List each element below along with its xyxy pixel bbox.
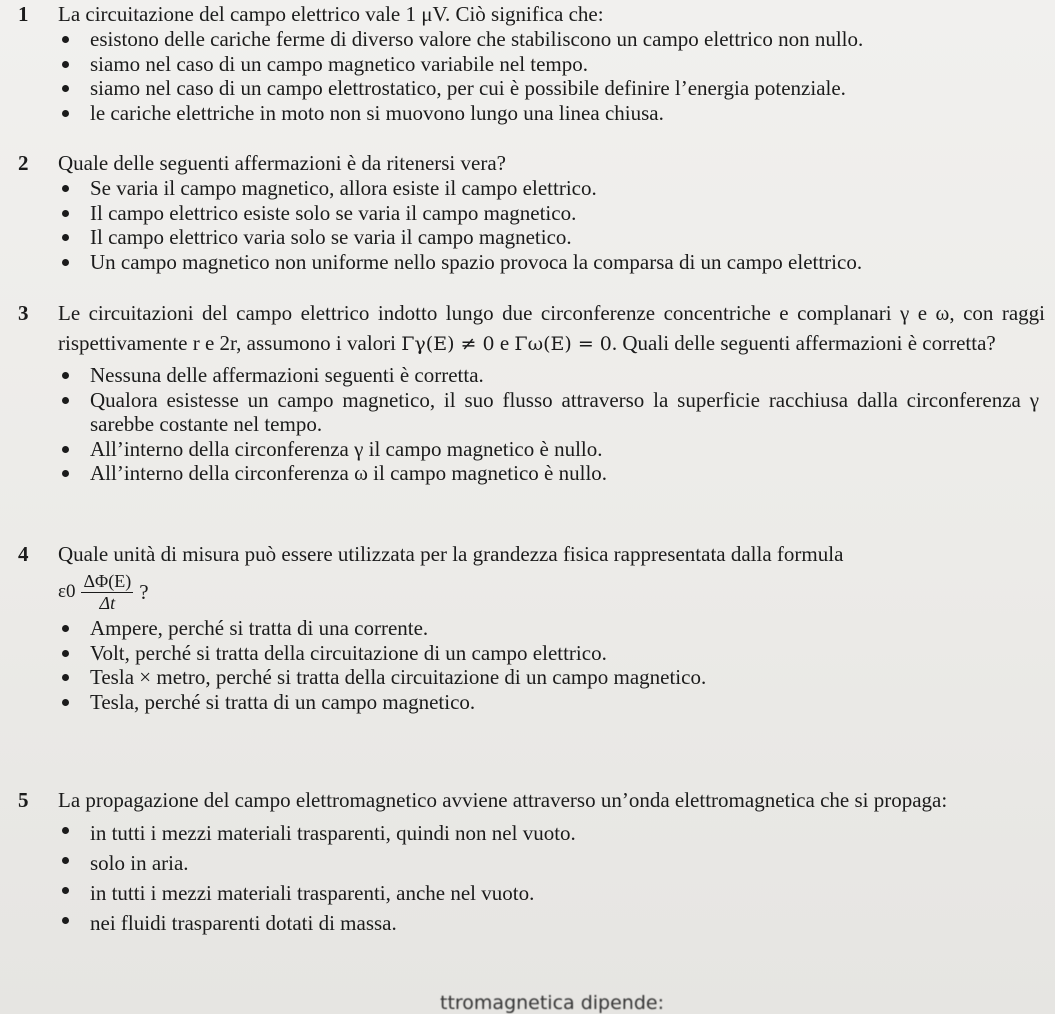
- question-text: La propagazione del campo elettromagnetico avviene attraverso un’onda elettromagnetica che si propaga:: [58, 788, 948, 812]
- question-number: 1: [18, 2, 29, 26]
- option: Tesla, perché si tratta di un campo magnetico.: [18, 690, 1045, 715]
- question-5: [18, 784, 1045, 938]
- question-text: Le circuitazioni del campo elettrico indotto lungo due circonferenze concentriche e complanari γ e ω, con raggi rispettivamente r e 2r, assumono i valori Γγ(E) ≠ 0 e Γω(E) = 0. Quali delle seguenti affermazioni è corretta?: [58, 301, 1045, 355]
- option: Qualora esistesse un campo magnetico, il suo flusso attraverso la superficie racchiusa dalla circonferenza γ sarebbe costante nel tempo.: [18, 388, 1045, 437]
- options-list: [18, 176, 1045, 274]
- option: Nessuna delle affermazioni seguenti è corretta.: [18, 363, 1045, 388]
- option: Un campo magnetico non uniforme nello spazio provoca la comparsa di un campo elettrico.: [18, 250, 1045, 275]
- question-number: 4: [18, 542, 29, 566]
- formula-numerator: ΔΦ(E): [83, 570, 132, 591]
- options-list: [18, 27, 1045, 125]
- formula-epsilon: ε0: [58, 581, 76, 602]
- question-number: 3: [18, 301, 29, 325]
- option: Se varia il campo magnetico, allora esiste il campo elettrico.: [18, 176, 1045, 201]
- formula-denominator: Δt: [99, 592, 116, 613]
- option: in tutti i mezzi materiali trasparenti, quindi non nel vuoto.: [18, 818, 1045, 848]
- option: Il campo elettrico varia solo se varia il campo magnetico.: [18, 225, 1045, 250]
- options-list: [18, 616, 1045, 714]
- formula-question-mark: ?: [139, 579, 149, 604]
- option: Volt, perché si tratta della circuitazione di un campo elettrico.: [18, 641, 1045, 666]
- option: solo in aria.: [18, 848, 1045, 878]
- option: le cariche elettriche in moto non si muovono lungo una linea chiusa.: [18, 101, 1045, 126]
- question-number: 5: [18, 788, 29, 812]
- formula-fraction: [81, 571, 133, 614]
- option: Il campo elettrico esiste solo se varia il campo magnetico.: [18, 201, 1045, 226]
- circulation-gamma-formula: Γγ(E) ≠ 0: [401, 333, 495, 355]
- question-4: [18, 540, 1045, 714]
- option: nei fluidi trasparenti dotati di massa.: [18, 908, 1045, 938]
- circulation-omega-formula: Γω(E) = 0: [514, 333, 612, 355]
- cut-off-next-question: ttromagnetica dipende:: [440, 992, 665, 1014]
- option: siamo nel caso di un campo elettrostatico, per cui è possibile definire l’energia potenziale.: [18, 76, 1045, 101]
- options-list: [18, 363, 1045, 486]
- option: All’interno della circonferenza γ il campo magnetico è nullo.: [18, 437, 1045, 462]
- option: Ampere, perché si tratta di una corrente.: [18, 616, 1045, 641]
- option: siamo nel caso di un campo magnetico variabile nel tempo.: [18, 52, 1045, 77]
- option: in tutti i mezzi materiali trasparenti, anche nel vuoto.: [18, 878, 1045, 908]
- formula: [58, 568, 1045, 616]
- options-list: [18, 818, 1045, 938]
- option: esistono delle cariche ferme di diverso valore che stabiliscono un campo elettrico non nullo.: [18, 27, 1045, 52]
- option: All’interno della circonferenza ω il campo magnetico è nullo.: [18, 461, 1045, 486]
- question-text: La circuitazione del campo elettrico vale 1 μV. Ciò significa che:: [58, 2, 604, 26]
- question-2: [18, 150, 1045, 274]
- question-3: [18, 298, 1045, 486]
- question-number: 2: [18, 151, 29, 175]
- question-1: [18, 1, 1045, 125]
- question-text: Quale delle seguenti affermazioni è da ritenersi vera?: [58, 151, 506, 175]
- question-text: Quale unità di misura può essere utilizzata per la grandezza fisica rappresentata dalla formula: [58, 542, 844, 566]
- option: Tesla × metro, perché si tratta della circuitazione di un campo magnetico.: [18, 665, 1045, 690]
